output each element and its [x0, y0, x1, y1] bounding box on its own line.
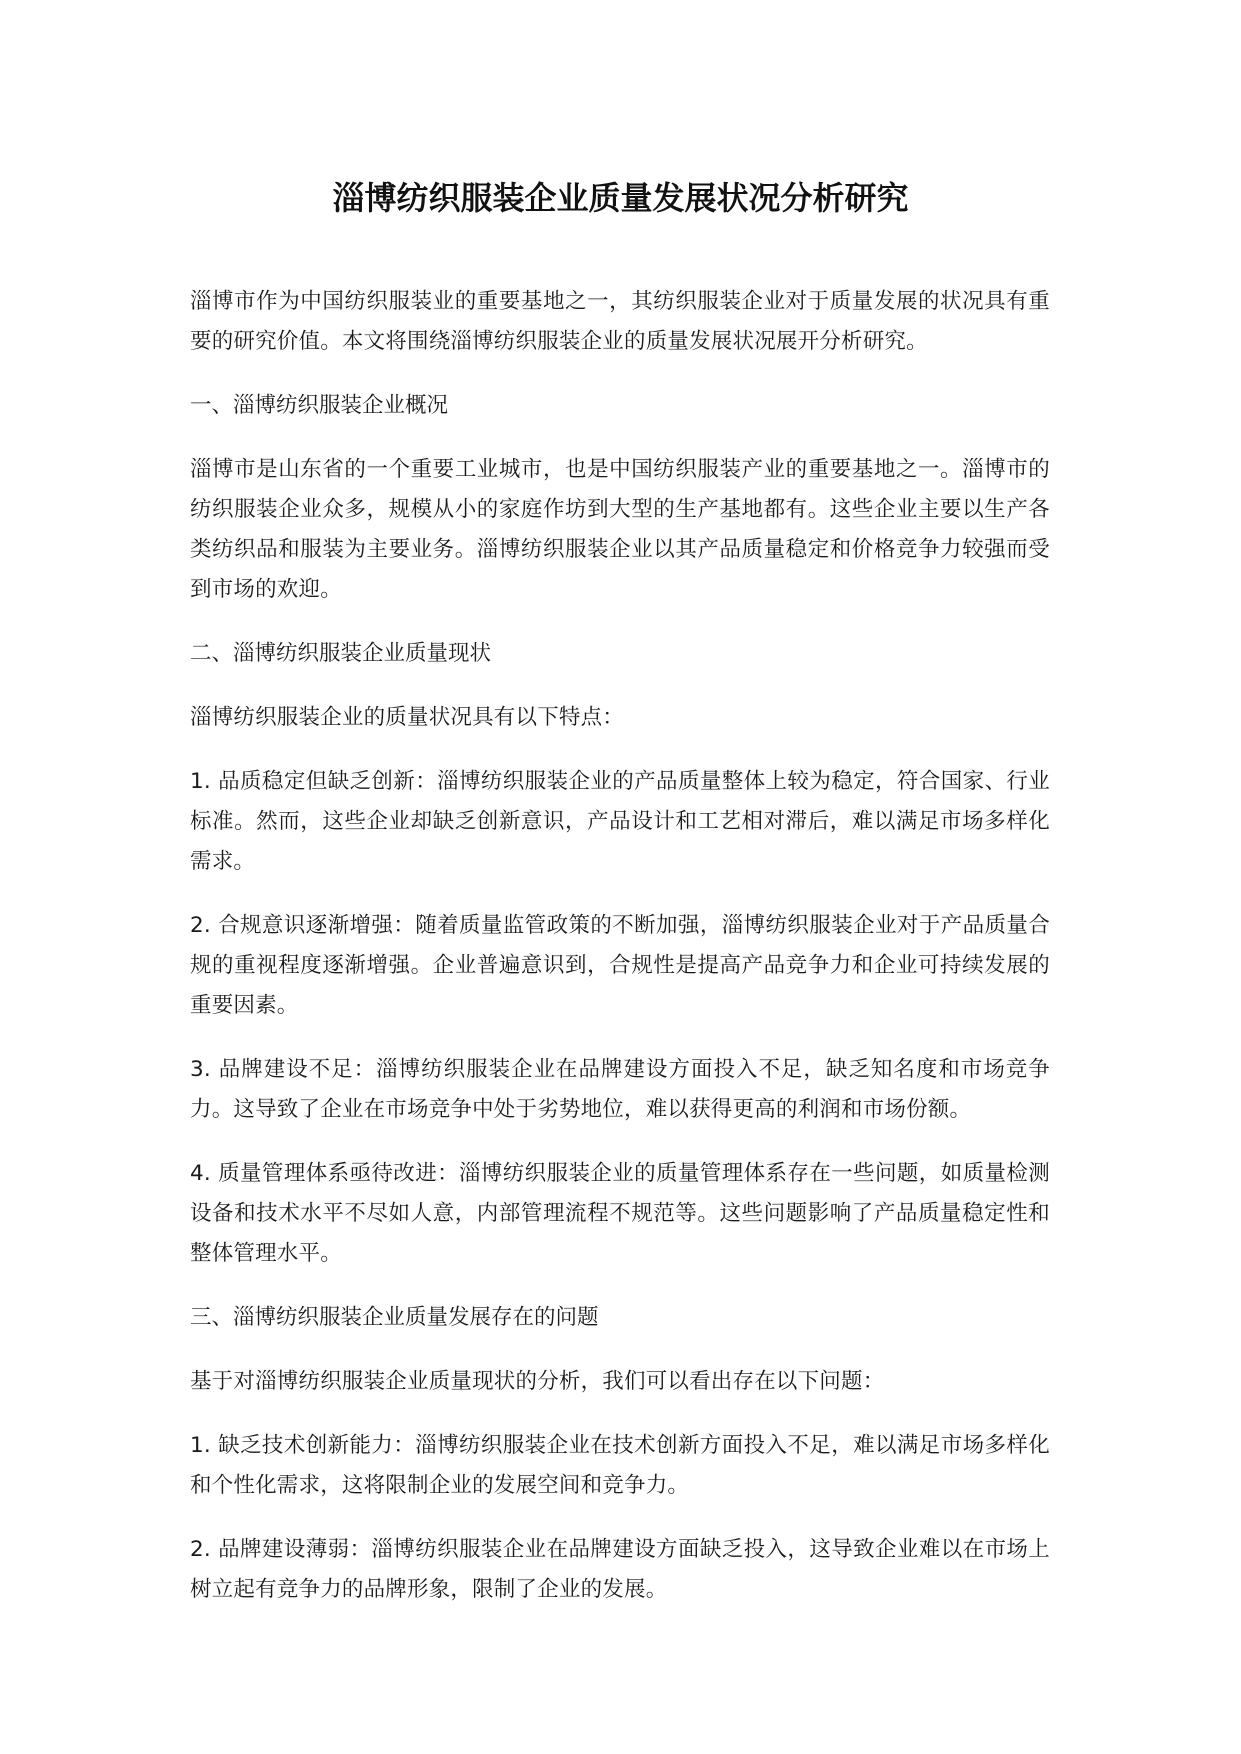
section-2-item-3: 3. 品牌建设不足：淄博纺织服装企业在品牌建设方面投入不足，缺乏知名度和市场竞争力。这导致了企业在市场竞争中处于劣势地位，难以获得更高的利润和市场份额。 — [190, 1057, 1050, 1122]
section-2-item-2: 2. 合规意识逐渐增强：随着质量监管政策的不断加强，淄博纺织服装企业对于产品质量合规的重视程度逐渐增强。企业普遍意识到，合规性是提高产品竞争力和企业可持续发展的重要因素。 — [190, 913, 1050, 1018]
section-3-heading: 三、淄博纺织服装企业质量发展存在的问题 — [190, 1305, 599, 1330]
section-2-lead: 淄博纺织服装企业的质量状况具有以下特点： — [190, 705, 625, 730]
document-body — [190, 282, 1050, 1634]
section-1-paragraph: 淄博市是山东省的一个重要工业城市，也是中国纺织服装产业的重要基地之一。淄博市的纺织服装企业众多，规模从小的家庭作坊到大型的生产基地都有。这些企业主要以生产各类纺织品和服装为主要业务。淄博纺织服装企业以其产品质量稳定和价格竞争力较强而受到市场的欢迎。 — [190, 457, 1050, 602]
section-3-item-1: 1. 缺乏技术创新能力：淄博纺织服装企业在技术创新方面投入不足，难以满足市场多样化和个性化需求，这将限制企业的发展空间和竞争力。 — [190, 1433, 1050, 1498]
document-title: 淄博纺织服装企业质量发展状况分析研究 — [332, 179, 909, 217]
section-2-heading: 二、淄博纺织服装企业质量现状 — [190, 641, 492, 666]
intro-paragraph: 淄博市作为中国纺织服装业的重要基地之一，其纺织服装企业对于质量发展的状况具有重要的研究价值。本文将围绕淄博纺织服装企业的质量发展状况展开分析研究。 — [190, 289, 1050, 354]
section-2-item-4: 4. 质量管理体系亟待改进：淄博纺织服装企业的质量管理体系存在一些问题，如质量检测设备和技术水平不尽如人意，内部管理流程不规范等。这些问题影响了产品质量稳定性和整体管理水平。 — [190, 1161, 1050, 1266]
section-2-item-1: 1. 品质稳定但缺乏创新：淄博纺织服装企业的产品质量整体上较为稳定，符合国家、行业标准。然而，这些企业却缺乏创新意识，产品设计和工艺相对滞后，难以满足市场多样化需求。 — [190, 769, 1050, 874]
section-3-item-2: 2. 品牌建设薄弱：淄博纺织服装企业在品牌建设方面缺乏投入，这导致企业难以在市场上树立起有竞争力的品牌形象，限制了企业的发展。 — [190, 1537, 1050, 1602]
section-3-lead: 基于对淄博纺织服装企业质量现状的分析，我们可以看出存在以下问题： — [190, 1369, 885, 1394]
section-1-heading: 一、淄博纺织服装企业概况 — [190, 393, 449, 418]
